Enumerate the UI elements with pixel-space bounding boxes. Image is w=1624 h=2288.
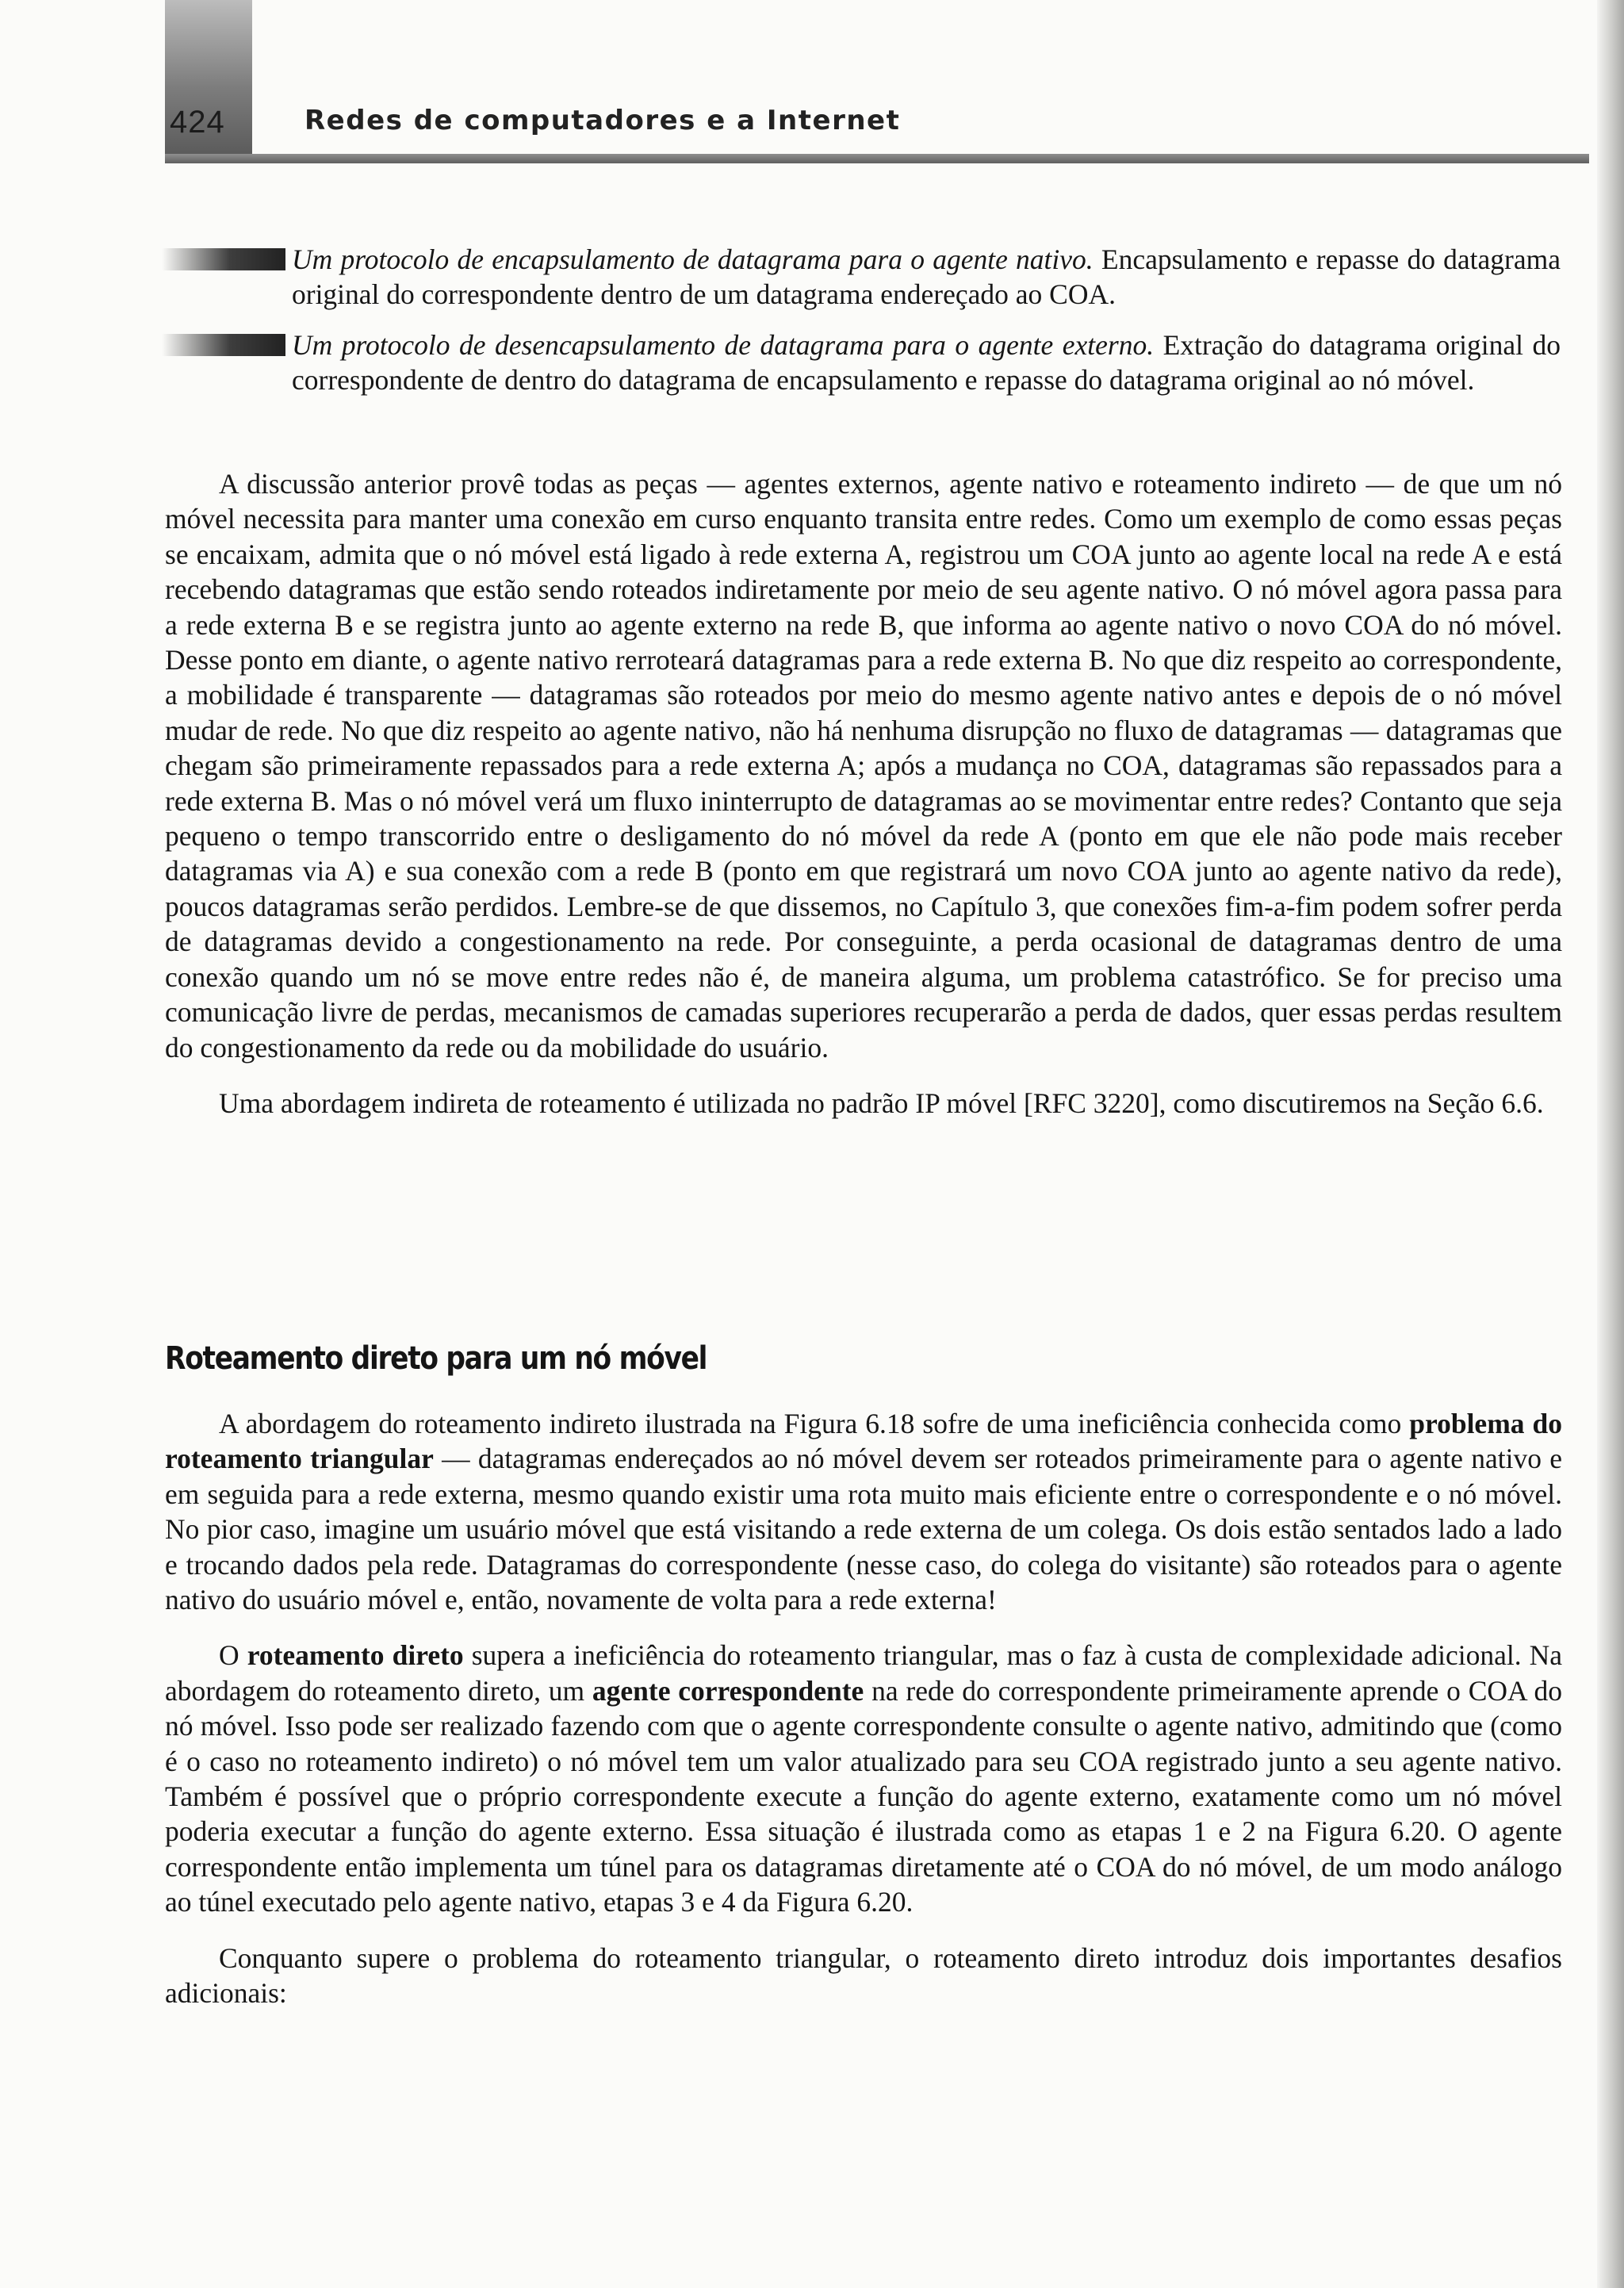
bold-term-correspondent-agent: agente correspondente — [592, 1674, 864, 1707]
bold-term-direct-routing: roteamento direto — [247, 1639, 464, 1672]
running-title: Redes de computadores e a Internet — [304, 105, 901, 136]
bullet-term: Um protocolo de encapsulamento de datagrama para o agente nativo. — [292, 243, 1094, 275]
section-heading: Roteamento direto para um nó móvel — [165, 1340, 707, 1377]
paragraph-text: supera a ineficiência do roteamento triangular, mas o faz à custa de complexidade adicional. Na abordagem do roteamento direto, um — [165, 1639, 1563, 1707]
body-text-bottom — [165, 1406, 1562, 2011]
paragraph-text: — datagramas endereçados ao nó móvel devem ser roteados primeiramente para o agente nativo e em seguida para a rede externa, mesmo quando existir uma rota muito mais eficiente entre o correspondente e o nó móvel. No pior caso, imagine um usuário móvel que está visitando a rede externa de um colega. Os dois estão sentados lado a lado e trocando dados pela rede. Datagramas do correspondente (nesse caso, do colega do visitante) são roteados para o agente nativo do usuário móvel e, então, novamente de volta para a rede externa! — [165, 1443, 1562, 1616]
bullet-text: Encapsulamento e repasse do datagrama original do correspondente dentro de um datagrama endereçado ao COA. — [292, 243, 1561, 310]
body-text-top — [165, 466, 1562, 1121]
paragraph-text: A abordagem do roteamento indireto ilustrada na Figura 6.18 sofre de uma ineficiência conhecida como — [219, 1408, 1410, 1439]
paragraph-text: na rede do correspondente primeiramente aprende o COA do nó móvel. Isso pode ser realizado fazendo com que o agente correspondente consulte o agente nativo, admitindo que (como é o caso no roteamento indireto) o nó móvel tem um valor atualizado para seu COA registrado junto a seu agente nativo. Também é possível que o próprio correspondente execute a função do agente externo, exatamente como um nó móvel poderia executar a função do agente externo. Essa situação é ilustrada como as etapas 1 e 2 na Figura 6.20. O agente correspondente então implementa um túnel para os datagramas diretamente até o COA do nó móvel, de um modo análogo ao túnel executado pelo agente nativo, etapas 3 e 4 da Figura 6.20. — [165, 1674, 1562, 1918]
bullet-marker — [162, 248, 285, 270]
running-header — [0, 0, 1624, 167]
paragraph-challenges: Conquanto supere o problema do roteamento triangular, o roteamento direto introduz dois importantes desafios adicionais: — [165, 1941, 1562, 2010]
paragraph-ip-mobile-standard: Uma abordagem indireta de roteamento é utilizada no padrão IP móvel [RFC 3220], como discutiremos na Seção 6.6. — [219, 1087, 1544, 1119]
bullet-marker — [162, 334, 285, 356]
bullet-term: Um protocolo de desencapsulamento de datagrama para o agente externo. — [292, 329, 1155, 361]
bullet-item-decapsulation — [292, 328, 1561, 397]
paragraph-text: O — [219, 1639, 247, 1672]
paragraph-direct-routing — [165, 1638, 1562, 1919]
paragraph-mobility-discussion: A discussão anterior provê todas as peças — agentes externos, agente nativo e roteamento indireto — de que um nó móvel necessita para manter uma conexão em curso enquanto transita entre redes. Como um exemplo de como essas peças se encaixam, admita que o nó móvel está ligado à rede externa A, registrou um COA junto ao agente local na rede A e está recebendo datagramas que estão sendo roteados indiretamente por meio de seu agente nativo. O nó móvel agora passa para a rede externa B e se registra junto ao agente externo na rede B, que informa ao agente nativo o novo COA do nó móvel. Desse ponto em diante, o agente nativo rerroteará datagramas para a rede externa B. No que diz respeito ao correspondente, a mobilidade é transparente — datagramas são roteados por meio do mesmo agente nativo antes e depois de o nó móvel mudar de rede. No que diz respeito ao agente nativo, não há nenhuma disrupção no fluxo de datagramas — datagramas que chegam são primeiramente repassados para a rede externa A; após a mudança no COA, datagramas são repassados para a rede externa B. Mas o nó móvel verá um fluxo ininterrupto de datagramas ao se movimentar entre redes? Contanto que seja pequeno o tempo transcorrido entre o desligamento do nó móvel da rede A (ponto em que ele não pode mais receber datagramas via A) e sua conexão com a rede B (ponto em que registrará um novo COA junto ao agente nativo da rede), poucos datagramas serão perdidos. Lembre-se de que dissemos, no Capítulo 3, que conexões fim-a-fim podem sofrer perda de datagramas devido a congestionamento na rede. Por conseguinte, a perda ocasional de datagramas dentro de uma conexão quando um nó se move entre redes não é, de maneira alguma, um problema catastrófico. Se for preciso uma comunicação livre de perdas, mecanismos de camadas superiores recuperarão a perda de dados, quer essas perdas resultem do congestionamento da rede ou da mobilidade do usuário. — [165, 468, 1562, 1064]
bullet-text: Extração do datagrama original do correspondente de dentro do datagrama de encapsulamento e repasse do datagrama original ao nó móvel. — [292, 329, 1561, 396]
paragraph-triangle-routing — [165, 1406, 1562, 1617]
page-edge-shadow — [1597, 0, 1624, 2288]
header-rule — [165, 154, 1589, 163]
bold-term-triangle-routing: problema do roteamento triangular — [165, 1408, 1562, 1475]
bullet-item-encapsulation — [292, 242, 1561, 312]
page-number: 424 — [170, 105, 225, 140]
